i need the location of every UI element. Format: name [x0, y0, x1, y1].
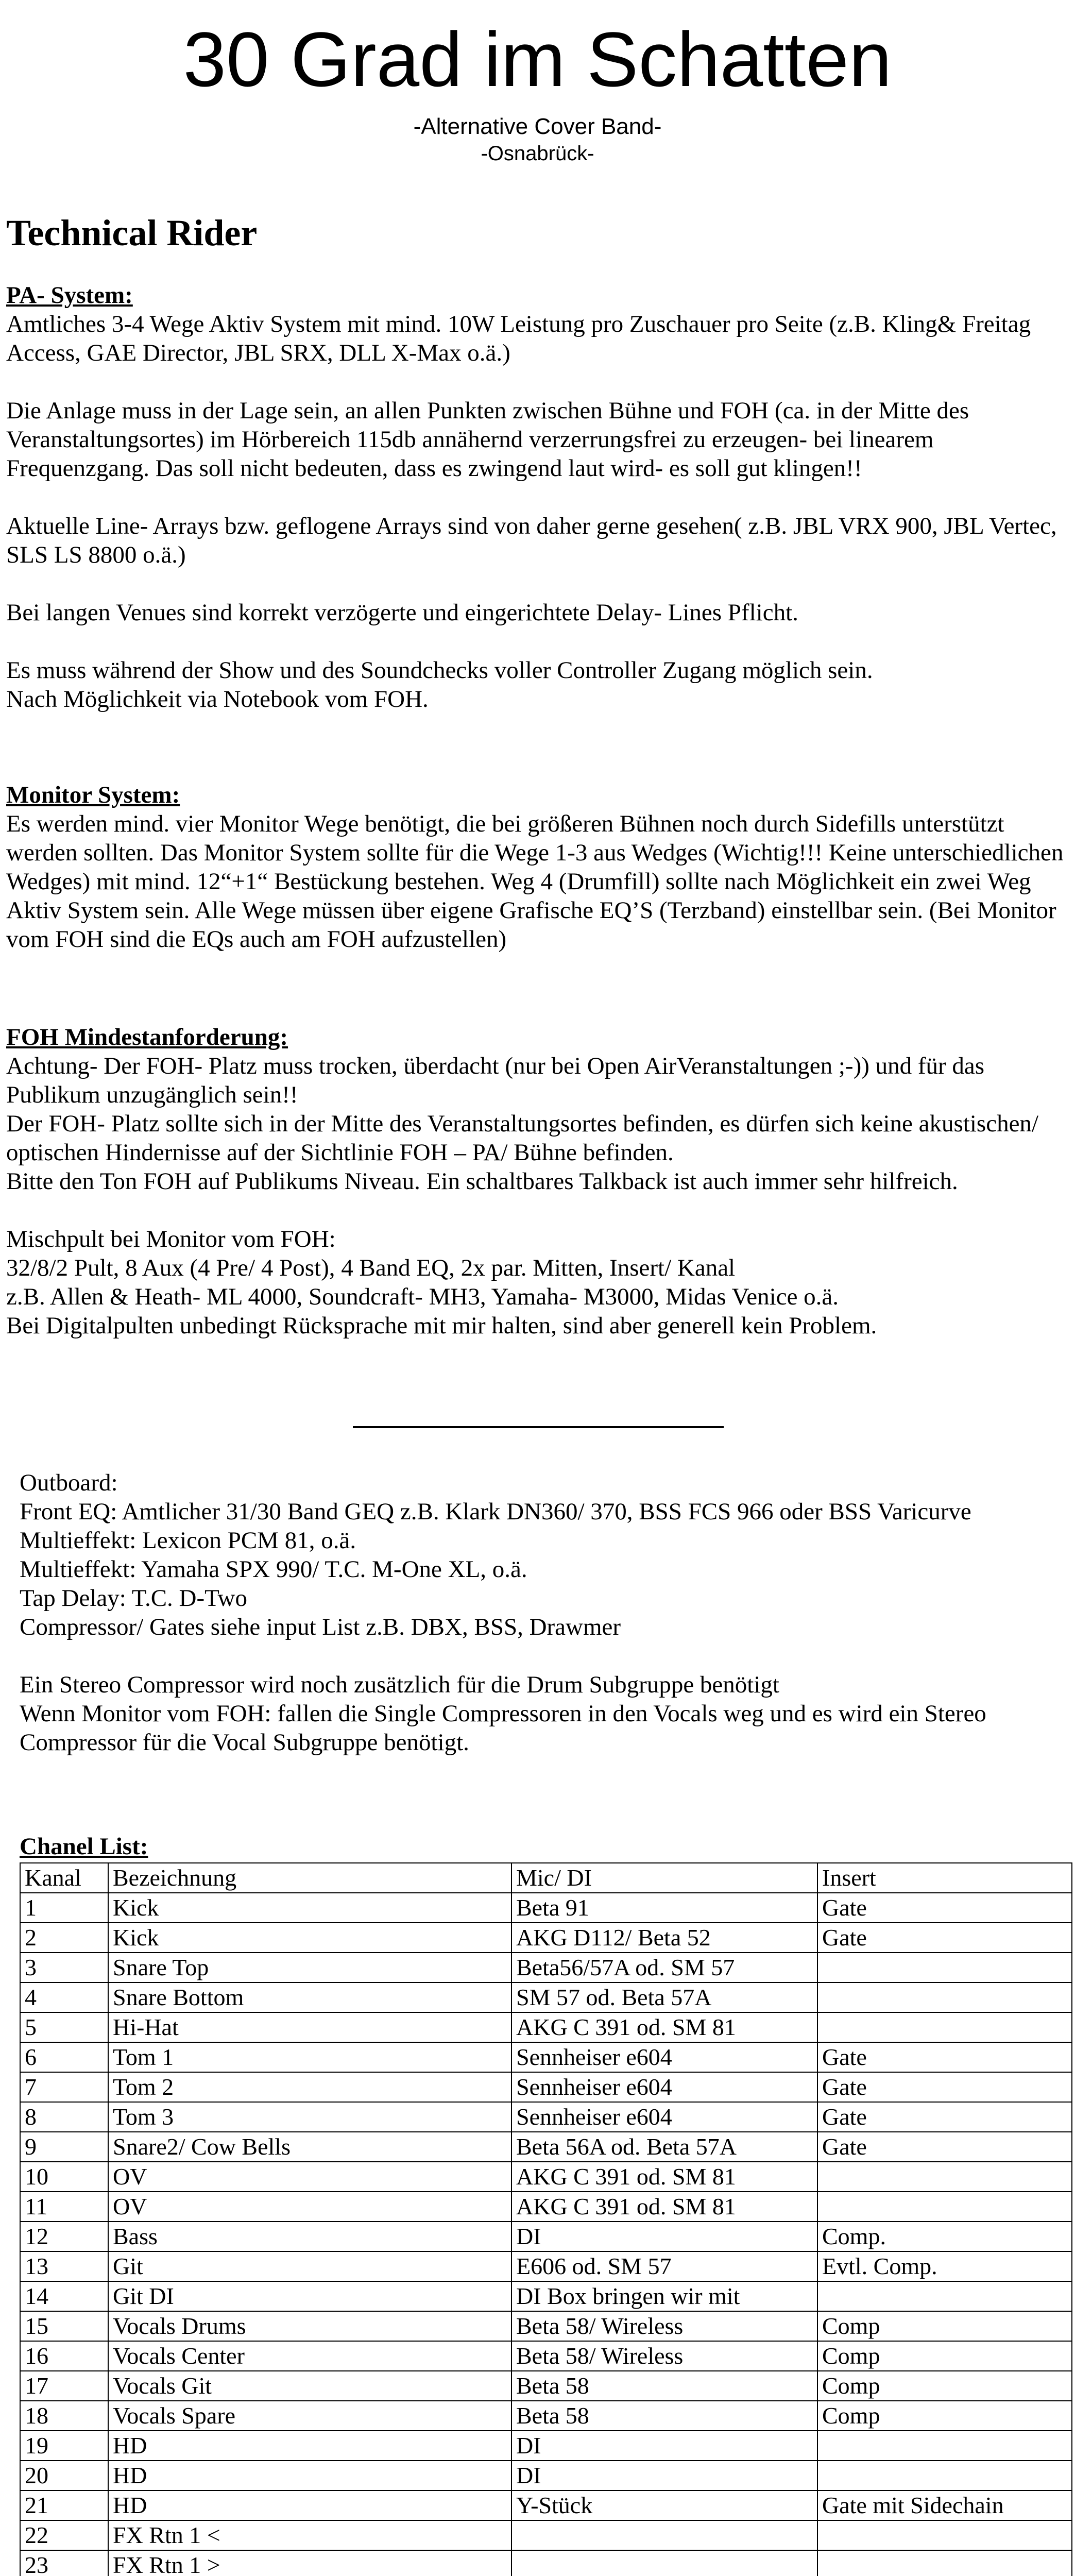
table-cell: Beta 58/ Wireless	[511, 2311, 817, 2341]
table-cell: Sennheiser e604	[511, 2072, 817, 2102]
table-cell: Snare Bottom	[108, 1982, 511, 2012]
table-cell: Kick	[108, 1893, 511, 1923]
table-cell: Gate mit Sidechain	[817, 2490, 1072, 2520]
table-cell: Vocals Center	[108, 2341, 511, 2371]
table-row	[20, 2042, 1072, 2072]
table-cell: 1	[20, 1893, 108, 1923]
table-cell: E606 od. SM 57	[511, 2251, 817, 2281]
table-cell: AKG C 391 od. SM 81	[511, 2192, 817, 2222]
table-cell: Gate	[817, 2042, 1072, 2072]
pa-text-4: Bei langen Venues sind korrekt verzögerte und eingerichtete Delay- Lines Pflicht.	[6, 599, 798, 626]
foh-text-6: z.B. Allen & Heath- ML 4000, Soundcraft- MH3, Yamaha- M3000, Midas Venice o.ä.	[6, 1283, 839, 1310]
table-cell: Sennheiser e604	[511, 2042, 817, 2072]
table-cell: FX Rtn 1 <	[108, 2520, 511, 2550]
monitor-text: Es werden mind. vier Monitor Wege benötigt, die bei größeren Bühnen noch durch Sidefills unterstützt werden sollten. Das Monitor System sollte für die Wege 1-3 aus Wedges (Wichtig!!! Keine unterschiedlichen Wedges) mit mind. 12“+1“ Bestückung bestehen. Weg 4 (Drumfill) sollte nach Möglichkeit ein zwei Weg Aktiv System sein. Alle Wege müssen über eigene Grafische EQ’S (Terzband) einstellbar sein. (Bei Monitor vom FOH sind die EQs auch am FOH aufzustellen)	[6, 810, 1064, 953]
chanel-section	[20, 1832, 1075, 1861]
table-header-cell: Kanal	[20, 1863, 108, 1893]
table-cell: AKG D112/ Beta 52	[511, 1923, 817, 1953]
pa-text-1: Amtliches 3-4 Wege Aktiv System mit mind. 10W Leistung pro Zuschauer pro Seite (z.B. Kling& Freitag Access, GAE Director, JBL SRX, DLL X-Max o.ä.)	[6, 311, 1031, 366]
table-cell: Comp	[817, 2401, 1072, 2431]
table-cell: Git	[108, 2251, 511, 2281]
table-cell: HD	[108, 2431, 511, 2461]
table-cell: Beta 56A od. Beta 57A	[511, 2132, 817, 2162]
table-row	[20, 2550, 1072, 2576]
table-cell: 19	[20, 2431, 108, 2461]
outboard-text-4: Tap Delay: T.C. D-Two	[20, 1585, 248, 1612]
table-cell: Comp.	[817, 2222, 1072, 2251]
table-cell: Gate	[817, 2132, 1072, 2162]
pa-text-5: Es muss während der Show und des Soundchecks voller Controller Zugang möglich sein.	[6, 657, 873, 684]
pa-text-3: Aktuelle Line- Arrays bzw. geflogene Arrays sind von daher gerne gesehen( z.B. JBL VRX 900, JBL Vertec, SLS LS 8800 o.ä.)	[6, 513, 1057, 568]
table-cell: HD	[108, 2461, 511, 2490]
table-cell	[817, 2162, 1072, 2192]
table-row	[20, 2222, 1072, 2251]
table-cell: Evtl. Comp.	[817, 2251, 1072, 2281]
table-cell: Beta 58	[511, 2401, 817, 2431]
table-cell: DI	[511, 2461, 817, 2490]
table-cell: Beta 58	[511, 2371, 817, 2401]
table-cell: AKG C 391 od. SM 81	[511, 2162, 817, 2192]
table-cell: Vocals Drums	[108, 2311, 511, 2341]
table-cell: 4	[20, 1982, 108, 2012]
table-cell: Comp	[817, 2371, 1072, 2401]
table-cell: 17	[20, 2371, 108, 2401]
table-cell: DI	[511, 2431, 817, 2461]
outboard-text-1: Front EQ: Amtlicher 31/30 Band GEQ z.B. Klark DN360/ 370, BSS FCS 966 oder BSS Varicurve	[20, 1498, 971, 1525]
band-subtitle: -Alternative Cover Band-	[413, 114, 662, 139]
table-cell: 16	[20, 2341, 108, 2371]
table-row	[20, 2251, 1072, 2281]
table-cell	[817, 1953, 1072, 1982]
table-cell: 8	[20, 2102, 108, 2132]
table-row	[20, 2162, 1072, 2192]
foh-text-4: Mischpult bei Monitor vom FOH:	[6, 1226, 336, 1252]
monitor-section	[6, 781, 1067, 954]
table-cell	[817, 2461, 1072, 2490]
foh-text-7: Bei Digitalpulten unbedingt Rücksprache mit mir halten, sind aber generell kein Problem.	[6, 1312, 877, 1339]
table-cell: 7	[20, 2072, 108, 2102]
outboard-text-2: Multieffekt: Lexicon PCM 81, o.ä.	[20, 1527, 356, 1554]
table-cell	[817, 2520, 1072, 2550]
table-cell: Vocals Git	[108, 2371, 511, 2401]
table-cell: Gate	[817, 2102, 1072, 2132]
table-cell: 5	[20, 2012, 108, 2042]
table-cell	[511, 2550, 817, 2576]
table-cell: Tom 1	[108, 2042, 511, 2072]
table-cell: Bass	[108, 2222, 511, 2251]
table-cell: Vocals Spare	[108, 2401, 511, 2431]
table-cell: FX Rtn 1 >	[108, 2550, 511, 2576]
document-title: Technical Rider	[6, 212, 258, 253]
table-cell: DI Box bringen wir mit	[511, 2281, 817, 2311]
table-cell	[511, 2520, 817, 2550]
table-cell: Sennheiser e604	[511, 2102, 817, 2132]
outboard-heading: Outboard:	[20, 1469, 118, 1496]
table-cell: 15	[20, 2311, 108, 2341]
table-cell: Beta 58/ Wireless	[511, 2341, 817, 2371]
table-row	[20, 1953, 1072, 1982]
table-cell: 20	[20, 2461, 108, 2490]
chanel-table	[20, 1862, 1072, 2576]
outboard-section	[20, 1468, 1065, 1757]
band-title: 30 Grad im Schatten	[183, 16, 892, 103]
table-cell: 22	[20, 2520, 108, 2550]
outboard-text-6: Ein Stereo Compressor wird noch zusätzlich für die Drum Subgruppe benötigt	[20, 1671, 779, 1698]
foh-text-5: 32/8/2 Pult, 8 Aux (4 Pre/ 4 Post), 4 Band EQ, 2x par. Mitten, Insert/ Kanal	[6, 1255, 736, 1281]
table-cell	[817, 2550, 1072, 2576]
chanel-heading: Chanel List:	[20, 1833, 148, 1860]
table-cell: Gate	[817, 2072, 1072, 2102]
pa-heading: PA- System:	[6, 282, 133, 309]
table-cell	[817, 2192, 1072, 2222]
table-header-cell: Bezeichnung	[108, 1863, 511, 1893]
foh-heading: FOH Mindestanforderung:	[6, 1024, 288, 1050]
band-city: -Osnabrück-	[481, 142, 594, 165]
table-row	[20, 2072, 1072, 2102]
table-row	[20, 2401, 1072, 2431]
table-row	[20, 2102, 1072, 2132]
table-cell: Hi-Hat	[108, 2012, 511, 2042]
table-cell: Comp	[817, 2341, 1072, 2371]
outboard-text-5: Compressor/ Gates siehe input List z.B. DBX, BSS, Drawmer	[20, 1614, 621, 1640]
table-cell: Y-Stück	[511, 2490, 817, 2520]
table-cell: OV	[108, 2162, 511, 2192]
table-row	[20, 2341, 1072, 2371]
table-cell: Comp	[817, 2311, 1072, 2341]
table-cell	[817, 2281, 1072, 2311]
table-cell: 23	[20, 2550, 108, 2576]
table-row	[20, 2520, 1072, 2550]
table-cell: 18	[20, 2401, 108, 2431]
table-cell: 9	[20, 2132, 108, 2162]
table-cell: Kick	[108, 1923, 511, 1953]
table-cell: SM 57 od. Beta 57A	[511, 1982, 817, 2012]
table-cell: Beta 91	[511, 1893, 817, 1923]
table-header-cell: Insert	[817, 1863, 1072, 1893]
table-row	[20, 2490, 1072, 2520]
table-row	[20, 2431, 1072, 2461]
table-row	[20, 2281, 1072, 2311]
table-cell: 3	[20, 1953, 108, 1982]
table-row	[20, 1893, 1072, 1923]
table-cell: Beta56/57A od. SM 57	[511, 1953, 817, 1982]
table-row	[20, 2371, 1072, 2401]
outboard-text-7: Wenn Monitor vom FOH: fallen die Single Compressoren in den Vocals weg und es wird ein Stereo Compressor für die Vocal Subgruppe benötigt.	[20, 1700, 986, 1756]
monitor-heading: Monitor System:	[6, 782, 180, 808]
table-row	[20, 1982, 1072, 2012]
table-cell: Snare2/ Cow Bells	[108, 2132, 511, 2162]
pa-section	[6, 281, 1067, 714]
table-row	[20, 1923, 1072, 1953]
table-cell: 10	[20, 2162, 108, 2192]
table-cell: DI	[511, 2222, 817, 2251]
table-row	[20, 2132, 1072, 2162]
section-divider	[353, 1426, 724, 1428]
table-cell: 12	[20, 2222, 108, 2251]
table-cell	[817, 2012, 1072, 2042]
foh-text-2: Der FOH- Platz sollte sich in der Mitte des Veranstaltungsortes befinden, es dürfen sich keine akustischen/ optischen Hindernisse auf der Sichtlinie FOH – PA/ Bühne befinden.	[6, 1110, 1038, 1166]
table-row	[20, 2311, 1072, 2341]
table-cell: 13	[20, 2251, 108, 2281]
table-cell: 21	[20, 2490, 108, 2520]
table-header-cell: Mic/ DI	[511, 1863, 817, 1893]
pa-text-6: Nach Möglichkeit via Notebook vom FOH.	[6, 686, 429, 713]
table-cell: 11	[20, 2192, 108, 2222]
table-cell: HD	[108, 2490, 511, 2520]
foh-text-3: Bitte den Ton FOH auf Publikums Niveau. Ein schaltbares Talkback ist auch immer sehr hilfreich.	[6, 1168, 958, 1195]
table-cell: OV	[108, 2192, 511, 2222]
table-cell: Tom 3	[108, 2102, 511, 2132]
table-cell: Snare Top	[108, 1953, 511, 1982]
table-row	[20, 2461, 1072, 2490]
outboard-text-3: Multieffekt: Yamaha SPX 990/ T.C. M-One XL, o.ä.	[20, 1556, 527, 1583]
table-cell: Git DI	[108, 2281, 511, 2311]
foh-section	[6, 1023, 1067, 1340]
table-row	[20, 2012, 1072, 2042]
table-cell	[817, 2431, 1072, 2461]
pa-text-2: Die Anlage muss in der Lage sein, an allen Punkten zwischen Bühne und FOH (ca. in der Mitte des Veranstaltungsortes) im Hörbereich 115db annähernd verzerrungsfrei zu erzeugen- bei linearem Frequenzgang. Das soll nicht bedeuten, dass es zwingend laut wird- es soll gut klingen!!	[6, 397, 969, 482]
table-cell: AKG C 391 od. SM 81	[511, 2012, 817, 2042]
table-cell: Tom 2	[108, 2072, 511, 2102]
table-cell: 2	[20, 1923, 108, 1953]
foh-text-1: Achtung- Der FOH- Platz muss trocken, überdacht (nur bei Open AirVeranstaltungen ;-)) und für das Publikum unzugänglich sein!!	[6, 1053, 985, 1108]
table-cell: 6	[20, 2042, 108, 2072]
table-header-row	[20, 1863, 1072, 1893]
table-row	[20, 2192, 1072, 2222]
table-cell	[817, 1982, 1072, 2012]
table-cell: Gate	[817, 1893, 1072, 1923]
table-cell: 14	[20, 2281, 108, 2311]
table-cell: Gate	[817, 1923, 1072, 1953]
